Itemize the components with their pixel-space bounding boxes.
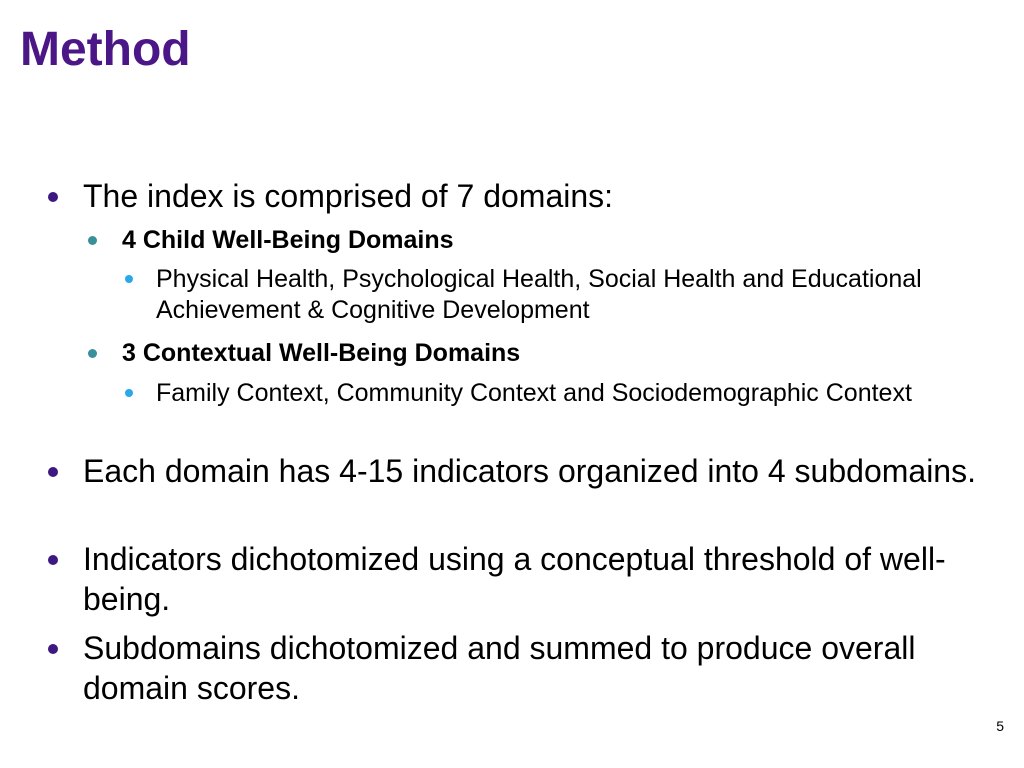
bullet-dot-icon [48,555,58,565]
sub-bullet-contextual-domains [122,338,982,368]
sub-sub-bullet-text: Family Context, Community Context and Sociodemographic Context [156,379,912,407]
bullet-item-threshold [83,539,983,619]
slide-title: Method [20,23,191,76]
bullet-text: Each domain has 4-15 indicators organized into 4 subdomains. [83,453,976,489]
sub-bullet-dot-icon [88,349,97,358]
sub-bullet-child-domains [122,225,982,255]
sub-bullet-dot-icon [88,236,97,245]
sub-sub-bullet-dot-icon [125,389,133,397]
bullet-dot-icon [48,644,58,654]
page-number: 5 [996,718,1004,734]
sub-sub-bullet-text: Physical Health, Psychological Health, Social Health and Educational Achievement & Cognitive Development [156,265,922,324]
bullet-dot-icon [48,192,58,202]
bullet-item-indicators [83,451,983,491]
sub-sub-bullet-dot-icon [125,275,133,283]
sub-sub-bullet-child-domains-list [156,264,986,326]
sub-sub-bullet-contextual-domains-list [156,378,986,409]
bullet-item-domains [83,176,983,216]
bullet-text: The index is comprised of 7 domains: [83,178,614,214]
bullet-dot-icon [48,467,58,477]
bullet-text: Indicators dichotomized using a conceptual threshold of well-being. [83,541,946,617]
sub-bullet-text: 4 Child Well-Being Domains [122,226,454,254]
sub-bullet-text: 3 Contextual Well-Being Domains [122,339,521,367]
bullet-item-subdomains [83,628,983,708]
bullet-text: Subdomains dichotomized and summed to produce overall domain scores. [83,630,916,706]
